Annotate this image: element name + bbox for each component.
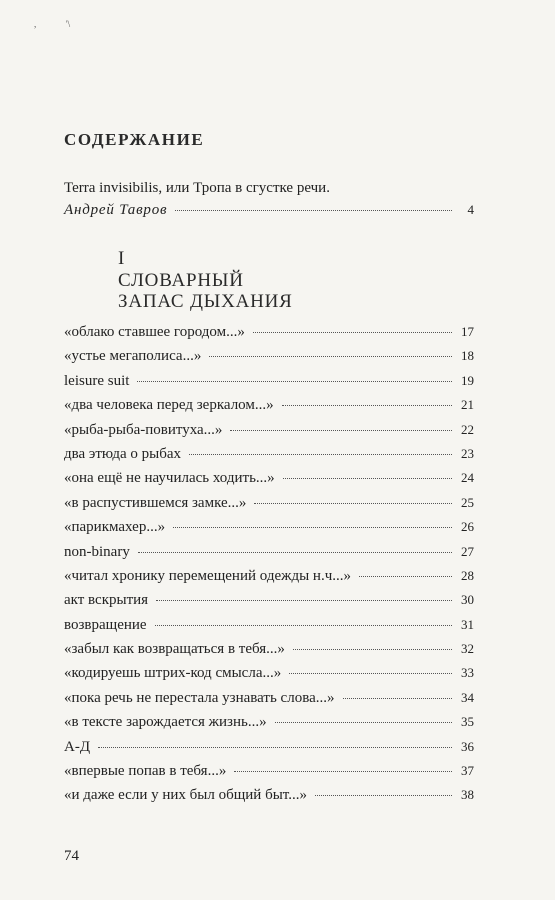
- dot-leader: [138, 552, 452, 553]
- page-number: 27: [461, 543, 474, 559]
- toc-entry-title: акт вскрытия: [64, 592, 149, 609]
- dot-leader: [155, 625, 452, 626]
- toc-entry: [64, 568, 474, 592]
- dot-leader: [343, 698, 453, 699]
- dot-leader: [234, 771, 452, 772]
- page-number: 28: [461, 567, 474, 583]
- intro-title: Terra invisibilis, или Тропа в сгустке речи.: [64, 180, 330, 196]
- page-speck: ,: [34, 19, 37, 29]
- toc-entry: [64, 495, 474, 519]
- page-number: 33: [461, 665, 474, 681]
- intro-author: Андрей Тавров: [64, 202, 168, 218]
- toc-entry-title: «она ещё не научилась ходить...»: [64, 470, 275, 487]
- toc-entry: [64, 519, 474, 543]
- page-number: 4: [467, 202, 474, 217]
- page-number: 18: [461, 348, 474, 364]
- dot-leader: [209, 356, 452, 357]
- toc-entry: [64, 739, 474, 763]
- toc-entry-title: два этюда о рыбах: [64, 445, 182, 462]
- toc-entry: [64, 324, 474, 348]
- toc-entry-title: «в распустившемся замке...»: [64, 494, 247, 511]
- page-number: 23: [461, 445, 474, 461]
- toc-entry: [64, 714, 474, 738]
- toc-entry: [64, 373, 474, 397]
- toc-entry-title: А-Д: [64, 738, 91, 755]
- dot-leader: [315, 795, 452, 796]
- page-speck: '\: [66, 19, 71, 29]
- dot-leader: [98, 747, 452, 748]
- page-number: 31: [461, 616, 474, 632]
- toc-entry: [64, 544, 474, 568]
- toc-entry: [64, 617, 474, 641]
- toc-entry-title: «устье мегаполиса...»: [64, 348, 202, 365]
- dot-leader: [293, 649, 452, 650]
- dot-leader: [289, 673, 452, 674]
- dot-leader: [230, 430, 452, 431]
- page-number: 19: [461, 372, 474, 388]
- dot-leader: [156, 600, 452, 601]
- page-folio: 74: [64, 848, 79, 864]
- dot-leader: [275, 722, 452, 723]
- dot-leader: [189, 454, 452, 455]
- page-number: 17: [461, 324, 474, 339]
- toc-entry: [64, 446, 474, 470]
- dot-leader: [283, 478, 452, 479]
- page-number: 24: [461, 470, 474, 486]
- page-number: 38: [461, 787, 474, 803]
- page-number: 30: [461, 592, 474, 608]
- toc-entry: [64, 787, 474, 811]
- section-title-line: ЗАПАС ДЫХАНИЯ: [118, 291, 293, 312]
- toc-entry-list: [64, 324, 474, 812]
- page-title: СОДЕРЖАНИЕ: [64, 130, 205, 149]
- page-number: 26: [461, 519, 474, 535]
- page-number: 36: [461, 738, 474, 754]
- section-heading: [118, 248, 293, 313]
- toc-entry: [64, 763, 474, 787]
- section-numeral: I: [118, 248, 125, 269]
- dot-leader: [253, 332, 452, 333]
- dot-leader: [359, 576, 452, 577]
- dot-leader: [173, 527, 452, 528]
- toc-entry-title: «и даже если у них был общий быт...»: [64, 787, 307, 804]
- page-number: 34: [461, 689, 474, 705]
- toc-entry-title: «кодируешь штрих-код смысла...»: [64, 665, 282, 682]
- dot-leader: [254, 503, 452, 504]
- toc-entry: [64, 641, 474, 665]
- page-number: 21: [461, 397, 474, 413]
- toc-entry-title: «пока речь не перестала узнавать слова...»: [64, 689, 335, 706]
- toc-entry-title: «рыба-рыба-повитуха...»: [64, 421, 223, 438]
- toc-entry-title: возвращение: [64, 616, 147, 633]
- toc-entry-title: «читал хронику перемещений одежды н.ч...»: [64, 567, 351, 584]
- toc-entry-title: «забыл как возвращаться в тебя...»: [64, 641, 285, 658]
- page-number: 35: [461, 714, 474, 730]
- dot-leader: [282, 405, 452, 406]
- toc-entry-title: «впервые попав в тебя...»: [64, 763, 227, 780]
- dot-leader: [137, 381, 452, 382]
- page-number: 22: [461, 421, 474, 437]
- intro-entry: [64, 177, 474, 221]
- toc-entry: [64, 348, 474, 372]
- toc-entry: [64, 422, 474, 446]
- page-number: 37: [461, 763, 474, 779]
- toc-entry-title: «два человека перед зеркалом...»: [64, 397, 274, 414]
- toc-entry: [64, 690, 474, 714]
- page-number: 32: [461, 641, 474, 657]
- toc-entry-title: non-binary: [64, 543, 130, 560]
- page-number: 25: [461, 494, 474, 510]
- toc-entry-title: «облако ставшее городом...»: [64, 324, 245, 340]
- dot-leader: [175, 210, 452, 211]
- toc-entry-title: leisure suit: [64, 372, 130, 389]
- toc-entry: [64, 665, 474, 689]
- toc-entry: [64, 470, 474, 494]
- section-title-line: СЛОВАРНЫЙ: [118, 269, 244, 291]
- toc-entry: [64, 397, 474, 421]
- toc-entry-title: «парикмахер...»: [64, 519, 166, 536]
- toc-entry: [64, 592, 474, 616]
- intro-author-row: [64, 199, 474, 221]
- toc-entry-title: «в тексте зарождается жизнь...»: [64, 714, 267, 731]
